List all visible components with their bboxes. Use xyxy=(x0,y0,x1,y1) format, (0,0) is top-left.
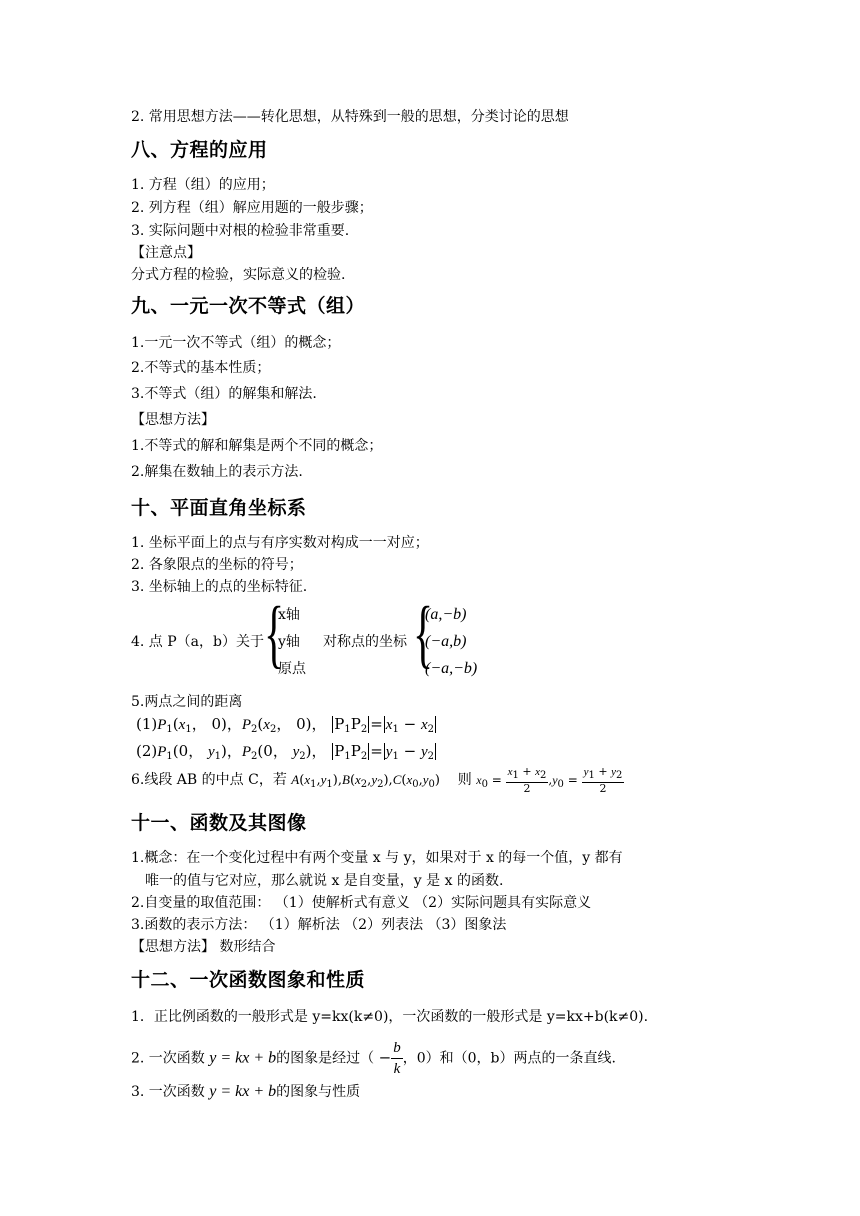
dist1-label: (1) xyxy=(136,715,158,733)
section-11-title: 十一、函数及其图像 xyxy=(131,812,307,834)
s9-method-1: 1.不等式的解和解集是两个不同的概念； xyxy=(131,438,383,454)
s10-item-2: 2. 各象限点的坐标的符号； xyxy=(131,557,303,573)
s10-item-5: 5.两点之间的距离 xyxy=(131,694,243,710)
s12-item-1: 1．正比例函数的一般形式是 y=kx(k≠0)，一次函数的一般形式是 y=kx+b(k≠0). xyxy=(131,1009,649,1025)
symmetric-point-label: 对称点的坐标 xyxy=(323,634,407,650)
right-brace: { xyxy=(413,592,434,676)
s12-item-2: 2. 一次函数 y = kx + b的图象是经过（ − $\frac{b}{k}$ ，0）和（0，b）两点的一条直线. xyxy=(131,1040,616,1077)
left-brace: { xyxy=(264,592,285,676)
s9-item-3: 3.不等式（组）的解集和解法. xyxy=(131,386,317,402)
s8-item-2: 2. 列方程（组）解应用题的一般步骤； xyxy=(131,200,373,216)
s11-concept-line-2: 唯一的值与它对应，那么就说 x 是自变量，y 是 x 的函数. xyxy=(145,873,504,889)
s9-method-2: 2.解集在数轴上的表示方法. xyxy=(131,464,303,480)
s10-item-4-prefix: 4. 点 P（a，b）关于 xyxy=(131,634,264,650)
s12-item-2-mid: 的图象是经过（ xyxy=(276,1050,375,1067)
s10-item-6-prefix: 6.线段 AB 的中点 C，若 xyxy=(131,772,287,788)
s8-item-1: 1. 方程（组）的应用； xyxy=(131,177,275,193)
s9-item-2: 2.不等式的基本性质； xyxy=(131,360,271,376)
s12-item-2-prefix: 2. 一次函数 xyxy=(131,1050,205,1067)
s10-item-6-then: 则 xyxy=(457,772,472,788)
coord-origin: (−a,−b) xyxy=(425,660,478,677)
s11-concept-line-1: 1.概念：在一个变化过程中有两个变量 x 与 y，如果对于 x 的每一个值，y 都有 xyxy=(131,850,623,866)
section-12-title: 十二、一次函数图象和性质 xyxy=(131,969,366,991)
axis-origin: 原点 xyxy=(278,661,306,677)
coord-y: (−a,b) xyxy=(425,633,467,650)
s8-item-3: 3. 实际问题中对根的检验非常重要. xyxy=(131,223,350,239)
s8-note-label: 【注意点】 xyxy=(131,245,201,261)
method-line: 2. 常用思想方法——转化思想，从特殊到一般的思想，分类讨论的思想 xyxy=(131,109,569,125)
section-10-title: 十、平面直角坐标系 xyxy=(131,497,307,519)
linear-function-formula: y = kx + b xyxy=(209,1049,277,1067)
dist2-label: (2) xyxy=(136,742,158,760)
s10-item-6: 6.线段 AB 的中点 C，若 $A(x_1,y_1),B(x_2,y_2),C(x_0,y_0)$ 则 $x_0$ = $\frac{x1 + x2}{2}$ $,y_0$ = $\frac{y1 + y2}{2}$ xyxy=(131,765,623,795)
s12-item-3 xyxy=(131,1082,360,1102)
s11-item-3: 3.函数的表示方法： （1）解析法 （2）列表法 （3）图象法 xyxy=(131,917,507,933)
distance-formula-1: $(1)P_1(x_1$， 0)，$P_2(x_2$， 0)， $P_1P_2 = x_1 - x_2$ xyxy=(136,715,434,735)
s11-item-2: 2.自变量的取值范围： （1）使解析式有意义 （2）实际问题具有实际意义 xyxy=(131,895,592,911)
distance-formula-2: $(2)P_1(0$， $y_1$)，$P_2(0$， $y_2$)， $P_1P_2 = y_1 - y_2$ xyxy=(136,742,434,762)
s12-item-3-prefix: 3. 一次函数 xyxy=(131,1084,205,1100)
axis-y: y轴 xyxy=(278,634,300,650)
s10-item-1: 1. 坐标平面上的点与有序实数对构成一一对应； xyxy=(131,535,429,551)
s12-item-2-suffix: ，0）和（0，b）两点的一条直线. xyxy=(402,1050,616,1067)
s8-note-text: 分式方程的检验，实际意义的检验. xyxy=(131,267,346,283)
linear-function-formula-2: y = kx + b xyxy=(209,1083,277,1100)
s9-item-1: 1.一元一次不等式（组）的概念； xyxy=(131,335,341,351)
section-8-title: 八、方程的应用 xyxy=(131,139,268,161)
s12-item-3-suffix: 的图象与性质 xyxy=(276,1084,361,1100)
section-9-title: 九、一元一次不等式（组） xyxy=(131,295,366,317)
s11-method: 【思想方法】 数形结合 xyxy=(131,939,276,955)
s9-method-label: 【思想方法】 xyxy=(131,412,215,428)
coord-x: (a,−b) xyxy=(425,606,467,623)
axis-x: x轴 xyxy=(278,607,300,623)
s10-item-3: 3. 坐标轴上的点的坐标特征. xyxy=(131,579,308,595)
